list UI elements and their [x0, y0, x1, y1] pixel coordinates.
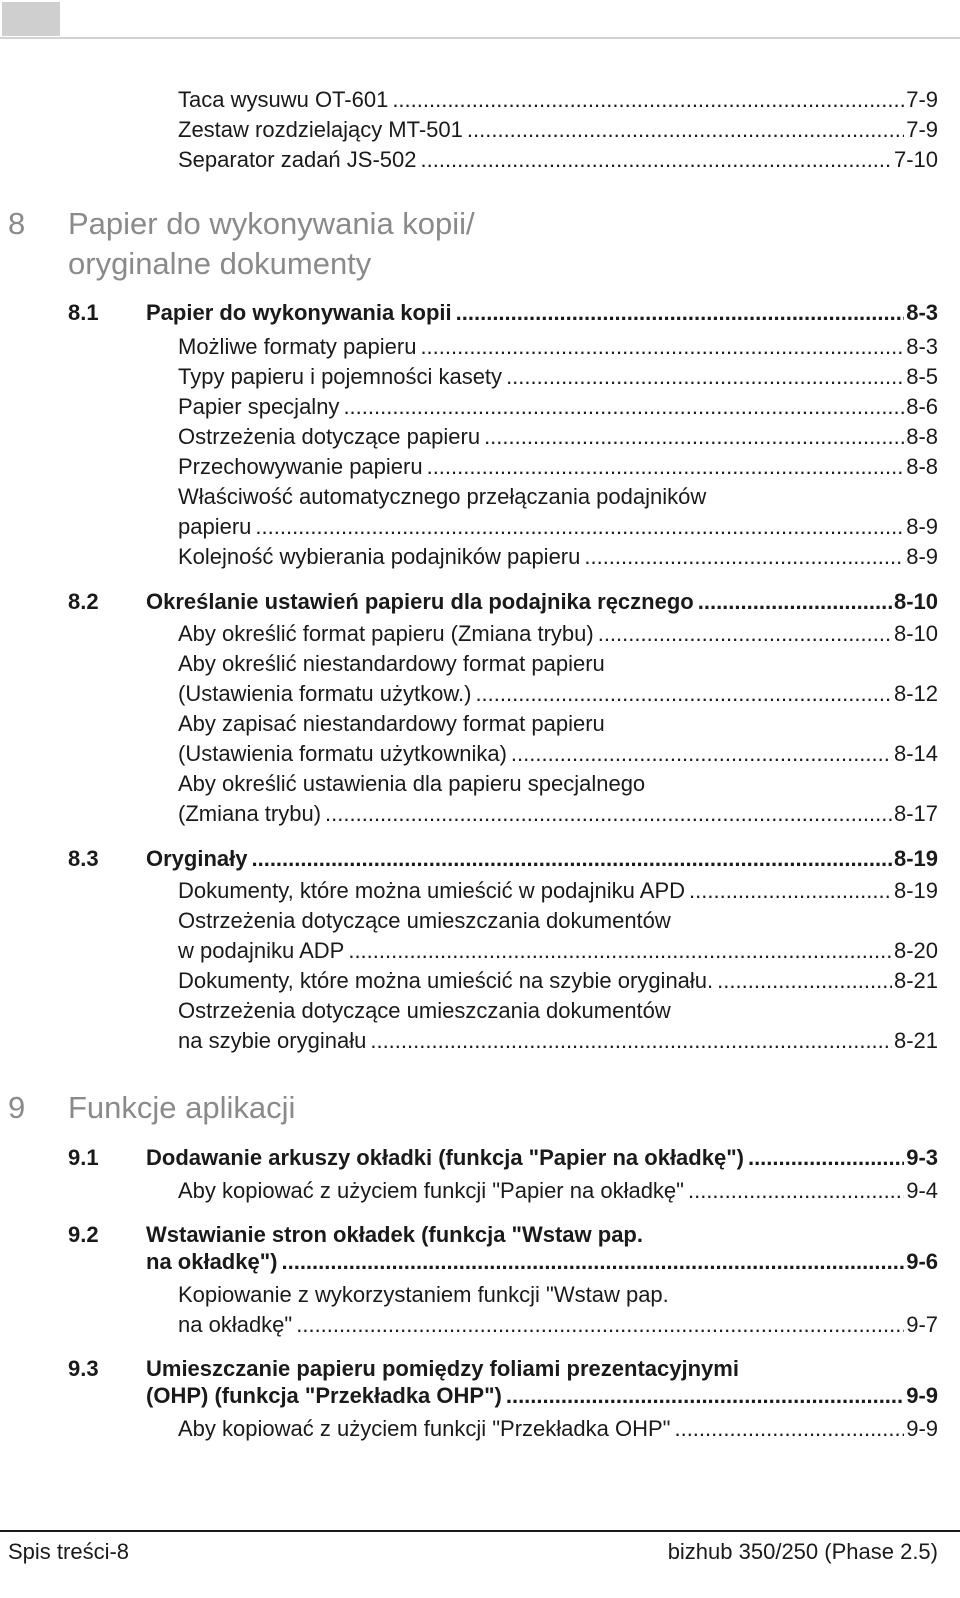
dot-leader: [343, 392, 904, 422]
section-title: Określanie ustawień papieru dla podajnika ręcznego: [146, 589, 694, 614]
chapter-heading[interactable]: [8, 1088, 295, 1128]
toc-entry[interactable]: [178, 936, 938, 966]
toc-entry-title: na okładkę": [178, 1312, 293, 1337]
dot-leader: [348, 936, 892, 966]
dot-leader: [427, 452, 905, 482]
chapter-number: 8: [8, 206, 26, 241]
chapter-number: 9: [8, 1090, 26, 1125]
toc-entry-title-line1: Aby określić niestandardowy format papieru: [178, 651, 605, 676]
toc-entry-title: Aby określić format papieru (Zmiana trybu): [178, 621, 594, 646]
dot-leader: [281, 1247, 904, 1277]
toc-section[interactable]: [68, 587, 938, 617]
toc-section-line1[interactable]: [68, 1354, 739, 1384]
dot-leader: [325, 799, 892, 829]
footer-product-label: bizhub 350/250 (Phase 2.5): [667, 1539, 938, 1564]
toc-entry[interactable]: [178, 512, 938, 542]
toc-entry-title: Typy papieru i pojemności kasety: [178, 364, 503, 389]
toc-entry-page: 8-9: [906, 514, 938, 539]
dot-leader: [698, 587, 892, 617]
toc-entry-title: papieru: [178, 514, 252, 539]
toc-entry[interactable]: [178, 799, 938, 829]
toc-entry-page: 8-21: [893, 1028, 938, 1053]
section-number: 9.1: [68, 1145, 99, 1170]
toc-entry-title-line1: Właściwość automatycznego przełączania podajników: [178, 484, 707, 509]
toc-entry-title: Dokumenty, które można umieścić w podajniku APD: [178, 878, 686, 903]
toc-entry-page: 8-14: [893, 741, 938, 766]
toc-entry-page: 8-21: [893, 968, 938, 993]
dot-leader: [251, 844, 891, 874]
section-number: 9.2: [68, 1222, 99, 1247]
dot-leader: [688, 1176, 904, 1206]
toc-entry-title: (Ustawienia formatu użytkow.): [178, 681, 472, 706]
toc-entry-page: 7-10: [893, 147, 938, 172]
toc-entry-title: Ostrzeżenia dotyczące papieru: [178, 424, 481, 449]
section-title: na okładkę"): [146, 1249, 278, 1274]
chapter-title: Papier do wykonywania kopii/: [68, 206, 475, 241]
section-title: Dodawanie arkuszy okładki (funkcja "Papier na okładkę"): [146, 1145, 744, 1170]
toc-entry[interactable]: [178, 362, 938, 392]
toc-entry-page: 9-7: [906, 1312, 938, 1337]
toc-entry-page: 8-12: [893, 681, 938, 706]
toc-entry-title: Aby kopiować z użyciem funkcji "Przekładka OHP": [178, 1416, 671, 1441]
dot-leader: [511, 739, 892, 769]
dot-leader: [467, 115, 904, 145]
dot-leader: [296, 1310, 904, 1340]
toc-entry-page: 8-19: [893, 878, 938, 903]
toc-section[interactable]: [146, 1381, 938, 1411]
dot-leader: [748, 1143, 904, 1173]
toc-entry-title: Aby kopiować z użyciem funkcji "Papier na okładkę": [178, 1178, 684, 1203]
toc-entry-page: 8-10: [893, 621, 938, 646]
section-page: 9-6: [906, 1249, 938, 1274]
section-number: 8.2: [68, 589, 99, 614]
toc-entry-title: Możliwe formaty papieru: [178, 334, 417, 359]
toc-entry-page: 8-20: [893, 938, 938, 963]
dot-leader: [255, 512, 904, 542]
toc-entry[interactable]: [178, 679, 938, 709]
dot-leader: [456, 298, 905, 328]
toc-entry[interactable]: [178, 739, 938, 769]
chapter-heading[interactable]: [8, 204, 475, 244]
corner-tab: [2, 2, 60, 36]
toc-entry-page: 8-6: [906, 394, 938, 419]
toc-entry-page: 9-4: [906, 1178, 938, 1203]
toc-entry[interactable]: [178, 392, 938, 422]
toc-entry-title: Kolejność wybierania podajników papieru: [178, 544, 581, 569]
toc-entry-title-line1: Aby określić ustawienia dla papieru specjalnego: [178, 771, 646, 796]
footer-rule: [0, 1530, 960, 1532]
toc-entry-title: (Zmiana trybu): [178, 801, 322, 826]
toc-entry[interactable]: [178, 85, 938, 115]
dot-leader: [420, 332, 904, 362]
dot-leader: [484, 422, 904, 452]
dot-leader: [506, 362, 904, 392]
toc-entry[interactable]: [178, 1176, 938, 1206]
toc-entry-page: 8-17: [893, 801, 938, 826]
section-title: Papier do wykonywania kopii: [146, 300, 452, 325]
dot-leader: [370, 1026, 892, 1056]
toc-entry-page: 8-8: [906, 424, 938, 449]
toc-entry-title: Separator zadań JS-502: [178, 147, 417, 172]
toc-entry-title-line1: Ostrzeżenia dotyczące umieszczania dokumentów: [178, 998, 671, 1023]
toc-entry[interactable]: [178, 542, 938, 572]
toc-entry-page: 9-9: [906, 1416, 938, 1441]
section-number: 8.3: [68, 846, 99, 871]
dot-leader: [475, 679, 892, 709]
toc-entry[interactable]: [178, 876, 938, 906]
toc-entry-title-line1: Aby zapisać niestandardowy format papieru: [178, 711, 605, 736]
toc-entry-title: Przechowywanie papieru: [178, 454, 423, 479]
toc-entry-title: w podajniku ADP: [178, 938, 345, 963]
section-number: 9.3: [68, 1356, 99, 1381]
toc-entry-page: 8-8: [906, 454, 938, 479]
toc-section[interactable]: [68, 1143, 938, 1173]
toc-section-line1[interactable]: [68, 1220, 643, 1250]
section-number: 8.1: [68, 300, 99, 325]
chapter-title-line2: oryginalne dokumenty: [68, 246, 372, 281]
toc-entry-title-line1: Ostrzeżenia dotyczące umieszczania dokumentów: [178, 908, 671, 933]
toc-entry[interactable]: [178, 966, 938, 996]
dot-leader: [584, 542, 904, 572]
toc-entry-title: na szybie oryginału: [178, 1028, 367, 1053]
section-page: 8-19: [893, 846, 938, 871]
toc-entry-page: 8-9: [906, 544, 938, 569]
toc-entry-title: Papier specjalny: [178, 394, 340, 419]
toc-section[interactable]: [68, 298, 938, 328]
toc-entry-title: Dokumenty, które można umieścić na szybie oryginału.: [178, 968, 714, 993]
dot-leader: [506, 1381, 904, 1411]
dot-leader: [392, 85, 904, 115]
toc-entry[interactable]: [178, 422, 938, 452]
toc-entry-title: (Ustawienia formatu użytkownika): [178, 741, 507, 766]
toc-entry-page: 8-3: [906, 334, 938, 359]
section-page: 8-10: [893, 589, 938, 614]
chapter-title: Funkcje aplikacji: [68, 1090, 296, 1125]
footer-page-label: Spis treści-8: [8, 1539, 130, 1564]
top-rule: [0, 37, 960, 39]
dot-leader: [421, 145, 892, 175]
toc-entry[interactable]: [178, 1310, 938, 1340]
toc-entry-title: Taca wysuwu OT-601: [178, 87, 389, 112]
toc-entry[interactable]: [178, 145, 938, 175]
section-page: 9-3: [906, 1145, 938, 1170]
section-title: Oryginały: [146, 846, 248, 871]
toc-entry[interactable]: [178, 452, 938, 482]
toc-entry[interactable]: [178, 1026, 938, 1056]
toc-section[interactable]: [68, 844, 938, 874]
toc-entry[interactable]: [178, 1414, 938, 1444]
toc-entry[interactable]: [178, 332, 938, 362]
dot-leader: [689, 876, 892, 906]
section-title-line1: Umieszczanie papieru pomiędzy foliami prezentacyjnymi: [146, 1356, 739, 1381]
dot-leader: [717, 966, 892, 996]
toc-entry[interactable]: [178, 619, 938, 649]
dot-leader: [674, 1414, 904, 1444]
section-page: 8-3: [906, 300, 938, 325]
toc-entry-title-line1: Kopiowanie z wykorzystaniem funkcji "Wstaw pap.: [178, 1282, 669, 1307]
toc-entry[interactable]: [178, 115, 938, 145]
toc-entry-title: Zestaw rozdzielający MT-501: [178, 117, 463, 142]
toc-section[interactable]: [146, 1247, 938, 1277]
toc-entry-page: 7-9: [906, 117, 938, 142]
toc-entry-page: 7-9: [906, 87, 938, 112]
dot-leader: [598, 619, 892, 649]
section-title-line1: Wstawianie stron okładek (funkcja "Wstaw pap.: [146, 1222, 643, 1247]
toc-entry-page: 8-5: [906, 364, 938, 389]
section-title: (OHP) (funkcja "Przekładka OHP"): [146, 1383, 502, 1408]
section-page: 9-9: [906, 1383, 938, 1408]
